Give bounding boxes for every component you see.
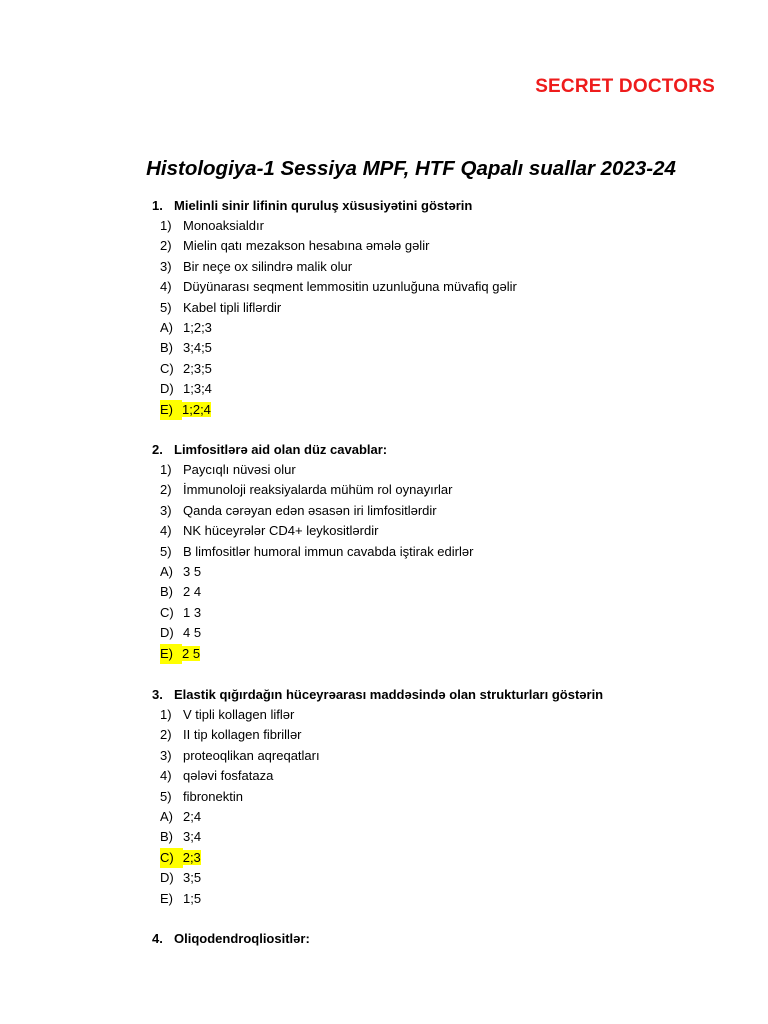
question-heading: [152, 440, 473, 460]
question-text: Oliqodendroqliositlər:: [174, 931, 310, 946]
answer-option: B) 3;4;5: [160, 340, 212, 356]
question-text: Limfositlərə aid olan düz cavablar:: [174, 442, 388, 457]
question-text: Elastik qığırdağın hüceyrəarası maddəsində olan strukturları göstərin: [174, 687, 604, 702]
statement-item: 3) proteoqlikan aqreqatları: [160, 747, 320, 763]
statement-item: 5) B limfositlər humoral immun cavabda iştirak edirlər: [160, 543, 474, 559]
answer-option: B) 3;4: [160, 829, 202, 845]
statement-item: 5) Kabel tipli liflərdir: [160, 299, 282, 315]
statement-item: 1) Monoaksialdır: [160, 218, 264, 233]
answer-option: C) 2;3;5: [160, 360, 212, 376]
question-3: [152, 685, 603, 909]
statement-item: 4) qələvi fosfataza: [160, 768, 274, 784]
question-1: [152, 196, 517, 420]
answer-option: A) 2;4: [160, 808, 202, 824]
statement-item: 1) V tipli kollagen liflər: [160, 707, 295, 722]
answer-option: B) 2 4: [160, 584, 202, 600]
answer-option: D) 4 5: [160, 625, 202, 641]
statement-item: 2) II tip kollagen fibrillər: [160, 727, 302, 743]
statement-item: 1) Paycıqlı nüvəsi olur: [160, 462, 296, 477]
answer-option-correct: E) 2 5: [160, 644, 473, 664]
question-number: 2.: [152, 442, 163, 457]
answer-option: C) 1 3: [160, 604, 202, 620]
statement-item: 4) NK hüceyrələr CD4+ leykositlərdir: [160, 523, 379, 539]
question-heading: [152, 685, 603, 705]
brand-label: SECRET DOCTORS: [535, 76, 715, 97]
question-heading: [152, 929, 310, 949]
question-2: [152, 440, 473, 664]
answer-option-correct: C) 2;3: [160, 848, 603, 868]
answer-option: D) 3;5: [160, 870, 202, 886]
answer-option-correct: E) 1;2;4: [160, 400, 517, 420]
question-text: Mielinli sinir lifinin quruluş xüsusiyətini göstərin: [174, 198, 473, 213]
statement-item: 3) Bir neçe ox silindrə malik olur: [160, 258, 353, 274]
statement-item: 4) Düyünarası seqment lemmositin uzunluğuna müvafiq gəlir: [160, 279, 517, 295]
statement-item: 5) fibronektin: [160, 788, 243, 804]
answer-option: E) 1;5: [160, 890, 202, 906]
statement-item: 2) Mielin qatı mezakson hesabına əmələ gəlir: [160, 238, 430, 254]
question-number: 1.: [152, 198, 163, 213]
question-number: 4.: [152, 931, 163, 946]
document-title: Histologiya-1 Sessiya MPF, HTF Qapalı suallar 2023-24: [146, 157, 676, 180]
question-number: 3.: [152, 687, 163, 702]
question-4: [152, 929, 310, 949]
statement-item: 2) İmmunoloji reaksiyalarda mühüm rol oynayırlar: [160, 482, 453, 498]
answer-option: A) 3 5: [160, 563, 202, 579]
question-heading: [152, 196, 517, 216]
statement-item: 3) Qanda cərəyan edən əsasən iri limfositlərdir: [160, 502, 437, 518]
answer-option: A) 1;2;3: [160, 319, 212, 335]
answer-option: D) 1;3;4: [160, 381, 212, 397]
